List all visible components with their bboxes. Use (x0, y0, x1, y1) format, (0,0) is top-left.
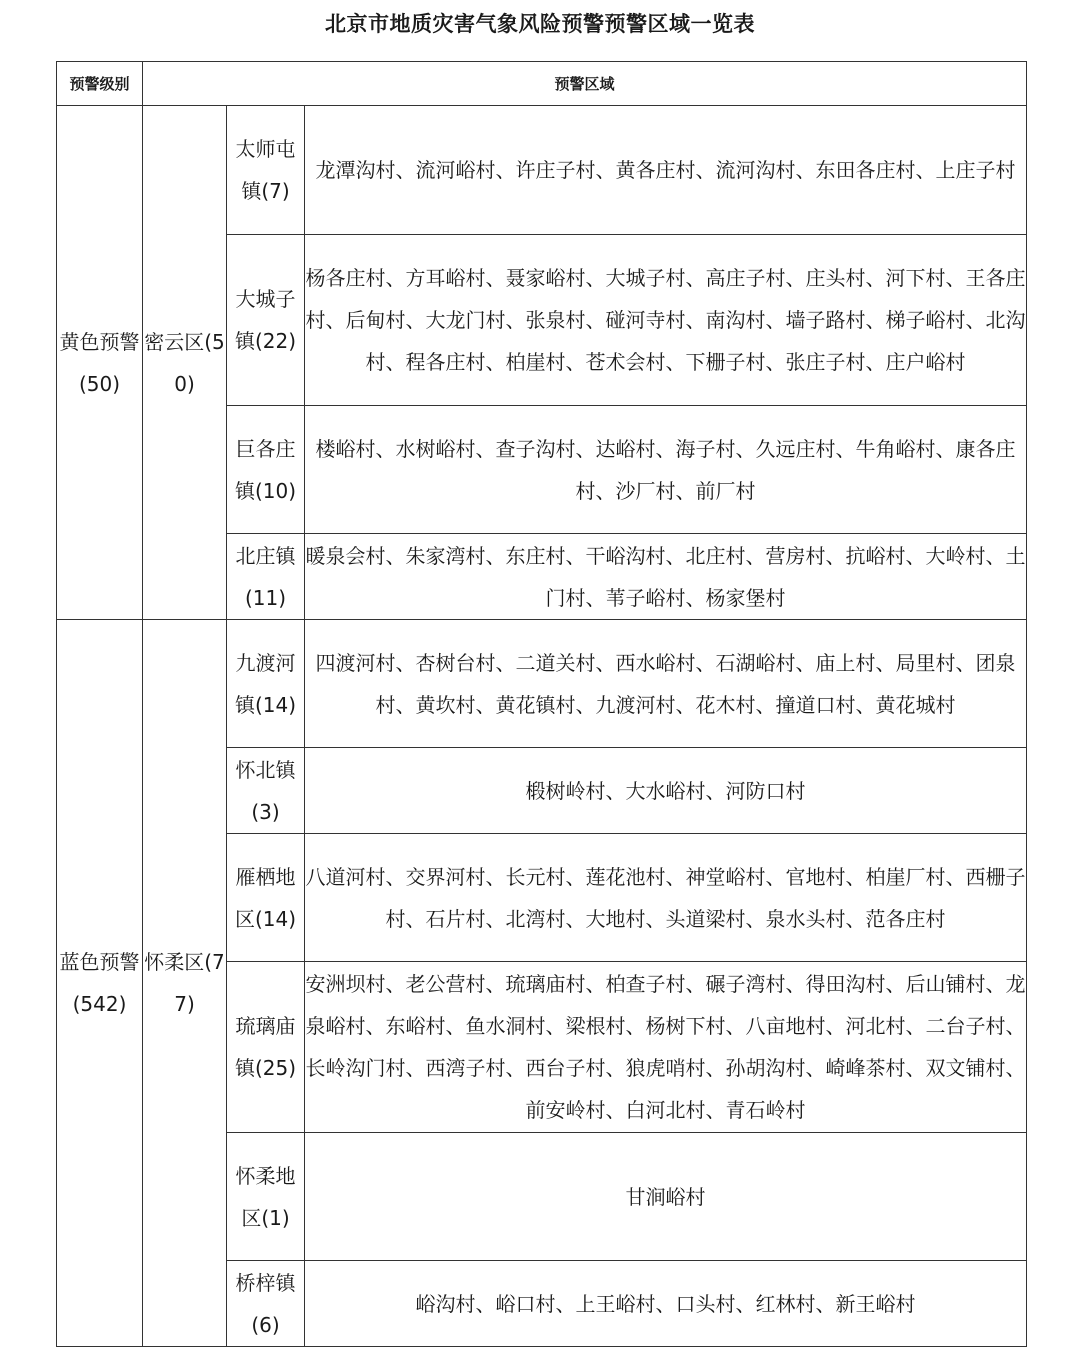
page-title: 北京市地质灾害气象风险预警预警区域一览表 (325, 12, 755, 36)
villages-cell: 四渡河村、杏树台村、二道关村、西水峪村、石湖峪村、庙上村、局里村、团泉村、黄坎村、黄花镇村、九渡河村、花木村、撞道口村、黄花城村 (305, 620, 1027, 748)
town-cell: 大城子镇(22) (227, 235, 305, 406)
town-cell: 北庄镇(11) (227, 534, 305, 620)
district-cell-miyun: 密云区(50) (143, 106, 227, 620)
villages-cell: 八道河村、交界河村、长元村、莲花池村、神堂峪村、官地村、柏崖厂村、西栅子村、石片村、北湾村、大地村、头道梁村、泉水头村、范各庄村 (305, 834, 1027, 962)
town-cell: 巨各庄镇(10) (227, 406, 305, 534)
town-cell: 雁栖地区(14) (227, 834, 305, 962)
villages-cell: 峪沟村、峪口村、上王峪村、口头村、红林村、新王峪村 (305, 1261, 1027, 1347)
villages-cell: 甘涧峪村 (305, 1133, 1027, 1261)
town-cell: 九渡河镇(14) (227, 620, 305, 748)
town-cell: 怀柔地区(1) (227, 1133, 305, 1261)
level-cell-yellow: 黄色预警(50) (57, 106, 143, 620)
table-header-row (57, 62, 1027, 106)
villages-cell: 安洲坝村、老公营村、琉璃庙村、柏查子村、碾子湾村、得田沟村、后山铺村、龙泉峪村、东峪村、鱼水洞村、梁根村、杨树下村、八亩地村、河北村、二台子村、长岭沟门村、西湾子村、西台子村、狼虎哨村、孙胡沟村、崎峰茶村、双文铺村、前安岭村、白河北村、青石岭村 (305, 962, 1027, 1133)
table-row (57, 106, 1027, 235)
table-row (57, 620, 1027, 748)
villages-cell: 杨各庄村、方耳峪村、聂家峪村、大城子村、高庄子村、庄头村、河下村、王各庄村、后甸村、大龙门村、张泉村、碰河寺村、南沟村、墙子路村、梯子峪村、北沟村、程各庄村、柏崖村、苍术会村、下栅子村、张庄子村、庄户峪村 (305, 235, 1027, 406)
town-cell: 怀北镇(3) (227, 748, 305, 834)
header-level: 预警级别 (57, 62, 143, 106)
town-cell: 太师屯镇(7) (227, 106, 305, 235)
warning-area-table (56, 61, 1027, 1347)
villages-cell: 楼峪村、水树峪村、查子沟村、达峪村、海子村、久远庄村、牛角峪村、康各庄村、沙厂村、前厂村 (305, 406, 1027, 534)
town-cell: 桥梓镇(6) (227, 1261, 305, 1347)
level-cell-blue: 蓝色预警(542) (57, 620, 143, 1347)
header-area: 预警区域 (143, 62, 1027, 106)
villages-cell: 暖泉会村、朱家湾村、东庄村、干峪沟村、北庄村、营房村、抗峪村、大岭村、土门村、苇子峪村、杨家堡村 (305, 534, 1027, 620)
villages-cell: 椴树岭村、大水峪村、河防口村 (305, 748, 1027, 834)
villages-cell: 龙潭沟村、流河峪村、许庄子村、黄各庄村、流河沟村、东田各庄村、上庄子村 (305, 106, 1027, 235)
town-cell: 琉璃庙镇(25) (227, 962, 305, 1133)
district-cell-huairou: 怀柔区(77) (143, 620, 227, 1347)
